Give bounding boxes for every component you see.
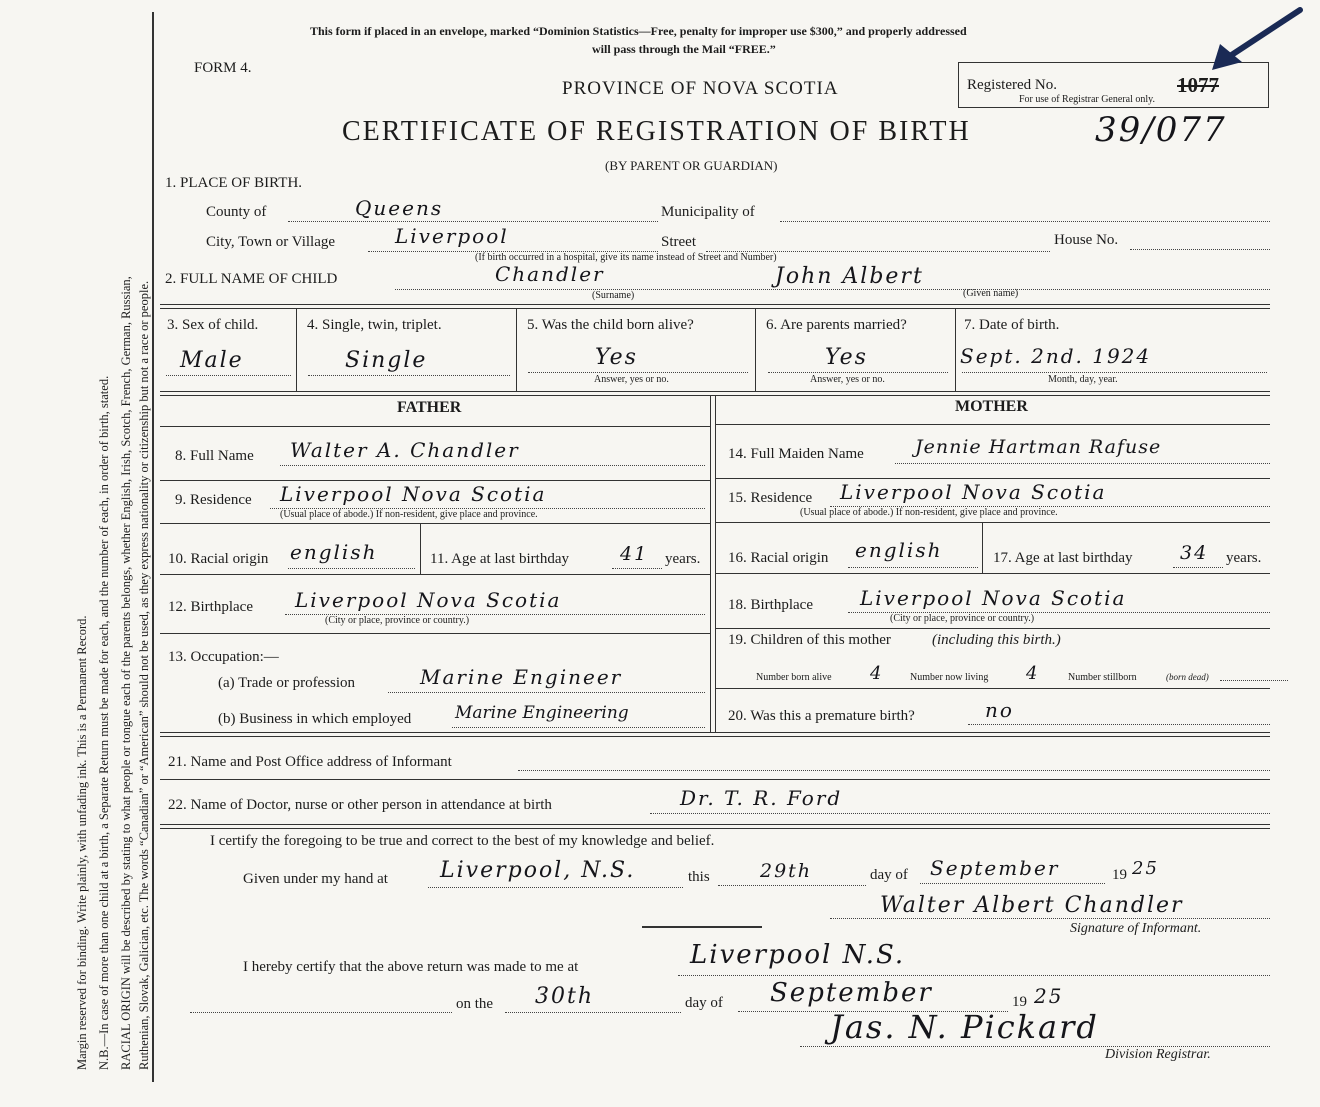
divider — [160, 824, 1270, 825]
divider — [716, 688, 1270, 689]
mother-race-label: 16. Racial origin — [728, 550, 829, 566]
doctor-value: Dr. T. R. Ford — [680, 786, 843, 810]
informant-line — [518, 770, 1270, 771]
father-heading: FATHER — [397, 399, 462, 416]
envelope-notice: This form if placed in an envelope, marked “Dominion Statistics—Free, penalty for improper use $300,” and properly addressed — [310, 24, 967, 38]
divider — [160, 304, 1270, 305]
dob-line — [962, 372, 1267, 373]
mother-name-label: 14. Full Maiden Name — [728, 446, 864, 462]
on-the-label: on the — [456, 996, 494, 1012]
mother-race-line — [848, 567, 978, 568]
father-birthplace-caption: (City or place, province or country.) — [325, 615, 470, 626]
reg-month-value: September — [770, 978, 933, 1008]
mother-race-value: english — [855, 538, 943, 562]
city-note: (If birth occurred in a hospital, give its name instead of Street and Number) — [475, 252, 777, 263]
plurality-line — [308, 375, 510, 376]
born-alive-value: 4 — [870, 663, 884, 684]
page-subtitle: (BY PARENT OR GUARDIAN) — [605, 158, 778, 173]
trade-label: (a) Trade or profession — [218, 675, 356, 691]
father-residence-label: 9. Residence — [175, 492, 252, 508]
on-the-prefix-line — [190, 1012, 452, 1013]
dob-label: 7. Date of birth. — [964, 317, 1060, 333]
registered-label: Registered No. — [967, 77, 1057, 93]
child-name-line — [395, 289, 1270, 290]
divider — [160, 523, 710, 524]
mother-age-value: 34 — [1180, 542, 1209, 564]
premature-value: no — [985, 698, 1014, 722]
born-alive-label: Number born alive — [756, 672, 832, 683]
divider — [716, 478, 1270, 479]
cell-border — [755, 309, 756, 391]
father-race-value: english — [290, 540, 378, 564]
registrar-signature: Jas. N. Pickard — [830, 1008, 1099, 1046]
children-note: (including this birth.) — [932, 632, 1061, 648]
informant-signature: Walter Albert Chandler — [880, 893, 1184, 918]
divider — [160, 308, 1270, 309]
day-of-label: day of — [870, 867, 908, 883]
margin-note-3: RACIAL ORIGIN will be described by stating to what people or tongue each of the parents belongs, whether English, Irish, Scotch, French, German, Russian, — [119, 276, 133, 1070]
father-age-unit: years. — [665, 551, 701, 567]
informant-signature-line — [830, 918, 1270, 919]
mother-birthplace-label: 18. Birthplace — [728, 597, 813, 613]
house-label: House No. — [1054, 232, 1119, 248]
city-value: Liverpool — [395, 224, 509, 248]
margin-note-4: Ruthenian, Slovak, Galician, etc. The words “Canadian” or “American” should not be used, as they express nationality or citizenship but not a race or people. — [137, 280, 151, 1070]
father-residence-caption: (Usual place of abode.) If non-resident, give place and province. — [280, 509, 538, 520]
county-label: County of — [206, 204, 267, 220]
given-place-line — [428, 887, 683, 888]
trade-value: Marine Engineer — [420, 665, 623, 689]
margin-note-1: Margin reserved for binding. Write plainly, with unfading ink. This is a Permanent Record. — [75, 615, 89, 1070]
city-label: City, Town or Village — [206, 234, 336, 250]
father-age-label: 11. Age at last birthday — [430, 551, 569, 567]
children-label: 19. Children of this mother — [728, 632, 891, 648]
married-caption: Answer, yes or no. — [810, 374, 885, 385]
child-given-name: John Albert — [775, 264, 924, 289]
municipality-label: Municipality of — [661, 204, 755, 220]
business-line — [452, 727, 705, 728]
column-divider — [710, 396, 711, 732]
father-name-line — [280, 465, 705, 466]
surname-caption: (Surname) — [592, 290, 635, 301]
reg-day-of-label: day of — [685, 995, 723, 1011]
father-race-line — [288, 568, 415, 569]
certificate-number: 39/077 — [1095, 110, 1227, 150]
father-residence-value: Liverpool Nova Scotia — [280, 482, 547, 506]
street-label: Street — [661, 234, 696, 250]
informant-caption: Signature of Informant. — [1070, 921, 1202, 936]
mother-birthplace-caption: (City or place, province or country.) — [890, 613, 1035, 624]
divider — [160, 779, 1270, 780]
divider — [716, 628, 1270, 629]
divider — [160, 391, 1270, 392]
place-of-birth-label: 1. PLACE OF BIRTH. — [165, 175, 303, 191]
cell-border — [420, 524, 421, 574]
business-label: (b) Business in which employed — [218, 711, 412, 727]
doctor-label: 22. Name of Doctor, nurse or other person in attendance at birth — [168, 797, 552, 813]
mother-name-value: Jennie Hartman Rafuse — [915, 436, 1162, 458]
cell-border — [296, 309, 297, 391]
mother-residence-caption: (Usual place of abode.) If non-resident, give place and province. — [800, 507, 1058, 518]
alive-line — [528, 372, 748, 373]
mother-residence-value: Liverpool Nova Scotia — [840, 480, 1107, 504]
cell-border — [516, 309, 517, 391]
business-value: Marine Engineering — [455, 703, 629, 723]
mother-heading: MOTHER — [955, 398, 1028, 415]
reg-year-suffix: 25 — [1034, 984, 1064, 1008]
child-name-label: 2. FULL NAME OF CHILD — [165, 271, 338, 287]
living-value: 4 — [1026, 663, 1040, 684]
county-line — [288, 221, 658, 222]
divider — [160, 828, 1270, 829]
divider — [716, 573, 1270, 574]
sex-line — [166, 375, 291, 376]
sex-value: Male — [180, 348, 244, 373]
year-prefix: 19 — [1112, 867, 1127, 883]
informant-label: 21. Name and Post Office address of Informant — [168, 754, 452, 770]
divider — [160, 633, 710, 634]
county-value: Queens — [355, 196, 444, 220]
day-line — [718, 885, 866, 886]
house-line — [1130, 249, 1270, 250]
form-number: FORM 4. — [194, 60, 252, 76]
alive-label: 5. Was the child born alive? — [527, 317, 694, 333]
father-age-value: 41 — [620, 543, 649, 565]
registrar-caption: Division Registrar. — [1105, 1047, 1211, 1062]
this-label: this — [688, 869, 710, 885]
divider — [716, 424, 1270, 425]
reg-day-value: 30th — [535, 984, 595, 1009]
divider — [160, 574, 710, 575]
cell-border — [982, 523, 983, 573]
plurality-label: 4. Single, twin, triplet. — [307, 317, 442, 333]
registered-value: 1077 — [1177, 73, 1219, 97]
father-name-value: Walter A. Chandler — [290, 438, 520, 462]
married-value: Yes — [825, 345, 868, 370]
registrar-statement: I hereby certify that the above return was made to me at — [243, 959, 579, 975]
sex-label: 3. Sex of child. — [167, 317, 259, 333]
given-label: Given under my hand at — [243, 871, 388, 887]
mother-birthplace-value: Liverpool Nova Scotia — [860, 586, 1127, 610]
dob-caption: Month, day, year. — [1048, 374, 1118, 385]
mother-age-line — [1173, 567, 1223, 568]
divider — [160, 736, 1270, 737]
province-heading: PROVINCE OF NOVA SCOTIA — [562, 78, 839, 99]
divider — [716, 522, 1270, 523]
municipality-line — [780, 221, 1270, 222]
father-age-line — [612, 568, 662, 569]
mother-age-unit: years. — [1226, 550, 1262, 566]
premature-label: 20. Was this a premature birth? — [728, 708, 915, 724]
margin-note-2: N.B.—In case of more than one child at a birth, a Separate Return must be made for each, and the number of each, in order of birth, stated. — [97, 375, 111, 1070]
reg-day-line — [505, 1012, 681, 1013]
certify-statement: I certify the foregoing to be true and correct to the best of my knowledge and belief. — [210, 833, 715, 849]
year-suffix: 25 — [1132, 858, 1159, 879]
married-line — [768, 372, 948, 373]
doctor-line — [650, 813, 1270, 814]
married-label: 6. Are parents married? — [766, 317, 907, 333]
premature-line — [968, 724, 1270, 725]
month-value: September — [930, 856, 1060, 880]
registrar-place-value: Liverpool N.S. — [690, 940, 906, 970]
stillborn-note: (born dead) — [1166, 672, 1209, 682]
cell-border — [955, 309, 956, 391]
plurality-value: Single — [345, 348, 428, 373]
stillborn-line — [1220, 680, 1288, 681]
child-surname: Chandler — [495, 262, 605, 286]
divider — [160, 480, 710, 481]
column-divider — [715, 396, 716, 732]
page-title: CERTIFICATE OF REGISTRATION OF BIRTH — [342, 116, 971, 147]
day-value: 29th — [760, 860, 813, 882]
dob-value: Sept. 2nd. 1924 — [960, 344, 1152, 368]
registrar-note: For use of Registrar General only. — [1019, 94, 1155, 105]
trade-line — [388, 692, 705, 693]
father-race-label: 10. Racial origin — [168, 551, 269, 567]
alive-caption: Answer, yes or no. — [594, 374, 669, 385]
reg-year-prefix: 19 — [1012, 994, 1027, 1010]
father-birthplace-label: 12. Birthplace — [168, 599, 253, 615]
alive-value: Yes — [595, 345, 638, 370]
given-place-value: Liverpool, N.S. — [440, 858, 636, 883]
stillborn-label: Number stillborn — [1068, 672, 1137, 683]
divider — [160, 732, 1270, 733]
arrow-mark-icon — [1190, 4, 1305, 76]
divider — [642, 926, 762, 928]
living-label: Number now living — [910, 672, 989, 683]
registrar-place-line — [678, 975, 1270, 976]
occupation-label: 13. Occupation:— — [168, 649, 279, 665]
envelope-notice-2: will pass through the Mail “FREE.” — [592, 42, 776, 56]
father-birthplace-value: Liverpool Nova Scotia — [295, 588, 562, 612]
father-name-label: 8. Full Name — [175, 448, 254, 464]
mother-residence-label: 15. Residence — [728, 490, 813, 506]
mother-age-label: 17. Age at last birthday — [993, 550, 1133, 566]
month-line — [920, 883, 1105, 884]
mother-name-line — [895, 463, 1270, 464]
given-caption: (Given name) — [963, 288, 1019, 299]
divider — [160, 426, 710, 427]
